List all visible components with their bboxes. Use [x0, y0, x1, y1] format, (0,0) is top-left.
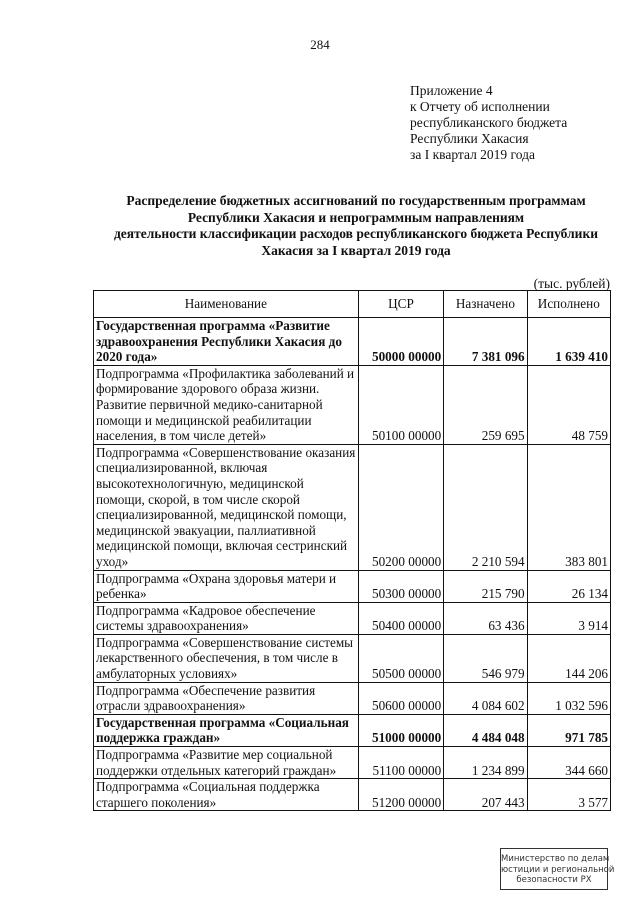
row-assigned: 63 436 — [444, 602, 527, 634]
page-number: 284 — [310, 37, 330, 52]
table-header-row — [94, 291, 611, 318]
row-assigned: 259 695 — [444, 365, 527, 444]
row-name: Подпрограмма «Совершенствование системы лекарственного обеспечения, в том числе в амбулаторных условиях» — [94, 634, 359, 682]
row-code: 50300 00000 — [358, 570, 443, 602]
row-name: Подпрограмма «Охрана здоровья матери и ребенка» — [94, 570, 359, 602]
appendix-line: к Отчету об исполнении — [410, 99, 550, 114]
row-name: Подпрограмма «Кадровое обеспечение системы здравоохранения» — [94, 602, 359, 634]
row-assigned: 1 234 899 — [444, 747, 527, 779]
row-executed: 48 759 — [527, 365, 610, 444]
stamp-line: юстиции и региональной — [501, 864, 615, 875]
row-code: 50600 00000 — [358, 682, 443, 714]
row-assigned: 7 381 096 — [444, 318, 527, 366]
row-name: Подпрограмма «Развитие мер социальной поддержки отдельных категорий граждан» — [94, 747, 359, 779]
row-name: Подпрограмма «Совершенствование оказания специализированной, включая высокотехнологичную, медицинской помощи, скорой, в том числе скорой специализированной, медицинской помощи, медицинской эвакуации, паллиативной медицинской помощи, включая сестринский уход» — [94, 444, 359, 570]
table-row — [94, 779, 611, 811]
stamp-line: безопасности РХ — [516, 875, 592, 885]
header-name: Наименование — [94, 291, 359, 318]
units-label: (тыс. рублей) — [533, 276, 610, 291]
header-assigned: Назначено — [444, 291, 527, 318]
row-name: Подпрограмма «Социальная поддержка старшего поколения» — [94, 779, 359, 811]
table-row — [94, 747, 611, 779]
row-executed: 3 577 — [527, 779, 610, 811]
row-executed: 144 206 — [527, 634, 610, 682]
stamp-line: Министерство по делам — [501, 854, 610, 864]
row-code: 50100 00000 — [358, 365, 443, 444]
row-assigned: 546 979 — [444, 634, 527, 682]
row-code: 50200 00000 — [358, 444, 443, 570]
table-row — [94, 602, 611, 634]
appendix-line: за I квартал 2019 года — [410, 147, 535, 162]
table-row — [94, 634, 611, 682]
document-title — [96, 193, 616, 259]
row-name: Государственная программа «Развитие здравоохранения Республики Хакасия до 2020 года» — [94, 318, 359, 366]
row-code: 50400 00000 — [358, 602, 443, 634]
title-line: деятельности классификации расходов республиканского бюджета Республики — [113, 226, 599, 241]
row-code: 50000 00000 — [358, 318, 443, 366]
row-assigned: 4 484 048 — [444, 714, 527, 746]
row-code: 51000 00000 — [358, 714, 443, 746]
table-row — [94, 444, 611, 570]
table-row — [94, 570, 611, 602]
row-assigned: 207 443 — [444, 779, 527, 811]
row-executed: 383 801 — [527, 444, 610, 570]
row-executed: 1 032 596 — [527, 682, 610, 714]
row-executed: 344 660 — [527, 747, 610, 779]
row-assigned: 2 210 594 — [444, 444, 527, 570]
header-executed: Исполнено — [527, 291, 610, 318]
row-name: Подпрограмма «Профилактика заболеваний и формирование здорового образа жизни. Развитие первичной медико-санитарной помощи и медицинской реабилитации населения, в том числе детей» — [94, 365, 359, 444]
table-row — [94, 682, 611, 714]
row-code: 51100 00000 — [358, 747, 443, 779]
table-row — [94, 318, 611, 366]
row-executed: 971 785 — [527, 714, 610, 746]
title-line: Хакасия за I квартал 2019 года — [261, 242, 451, 258]
title-line: Распределение бюджетных ассигнований по государственным программам — [126, 193, 586, 208]
row-executed: 1 639 410 — [527, 318, 610, 366]
row-executed: 26 134 — [527, 570, 610, 602]
appendix-line: Приложение 4 — [410, 83, 493, 98]
title-line: Республики Хакасия и непрограммным направлениям — [187, 209, 525, 225]
row-assigned: 215 790 — [444, 570, 527, 602]
budget-table — [93, 290, 611, 811]
row-code: 50500 00000 — [358, 634, 443, 682]
table-row — [94, 714, 611, 746]
appendix-line: Республики Хакасия — [410, 131, 529, 146]
row-assigned: 4 084 602 — [444, 682, 527, 714]
row-code: 51200 00000 — [358, 779, 443, 811]
row-executed: 3 914 — [527, 602, 610, 634]
appendix-note — [410, 83, 567, 163]
header-code: ЦСР — [358, 291, 443, 318]
ministry-stamp — [500, 848, 615, 890]
row-name: Государственная программа «Социальная поддержка граждан» — [94, 714, 359, 746]
table-row — [94, 365, 611, 444]
row-name: Подпрограмма «Обеспечение развития отрасли здравоохранения» — [94, 682, 359, 714]
appendix-line: республиканского бюджета — [410, 115, 568, 130]
